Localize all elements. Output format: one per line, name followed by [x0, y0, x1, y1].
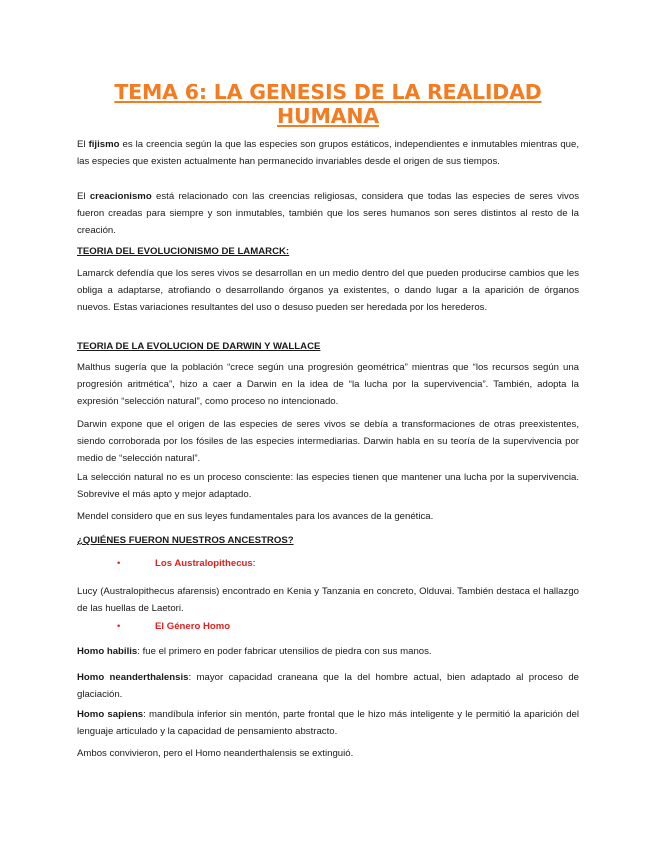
creacionismo-pre: El	[77, 191, 90, 202]
fijismo-pre: El	[77, 139, 89, 150]
darwin-paragraph-1: Malthus sugería que la población “crece según una progresión geométrica” mientras que “los recursos según una progresión aritmética”, hizo a caer a Darwin en la idea de “la lucha por la supervivencia”. También, adopta la expresión “selección natural”, como proceso no intencionado.	[77, 362, 579, 407]
ancestros-heading: ¿QUIÉNES FUERON NUESTROS ANCESTROS?	[77, 535, 294, 546]
sapiens-text: : mandíbula inferior sin mentón, parte frontal que le hizo más inteligente y le permitió la aparición del lenguaje articulado y la capacidad de pensamiento abstracto.	[77, 709, 579, 737]
creacionismo-term: creacionismo	[89, 191, 152, 202]
sapiens-term: Homo sapiens	[77, 709, 144, 720]
bullet-icon: •	[117, 621, 121, 632]
fijismo-term: fijismo	[88, 139, 120, 150]
bullet-genero-homo: El Género Homo	[155, 621, 231, 632]
habilis-text: : fue el primero en poder fabricar utensilios de piedra con sus manos.	[137, 646, 432, 657]
bullet-colon: :	[252, 558, 256, 569]
darwin-paragraph-3: La selección natural no es un proceso consciente: las especies tienen que mantener una lucha por la supervivencia. Sobrevive el más apto y mejor adaptado.	[77, 472, 579, 500]
lamarck-paragraph: Lamarck defendía que los seres vivos se desarrollan en un medio dentro del que pueden producirse cambios que les obliga a adaptarse, atrofiando o desarrollando órganos ya existentes, o dando lugar a la aparición de órganos nuevos. Estas variaciones resultantes del uso o desuso pueden ser heredada por los herederos.	[77, 268, 579, 313]
creacionismo-text: está relacionado con las creencias religiosas, considera que todas las especies de seres vivos fueron creadas para siempre y son inmutables, también que los seres humanos son seres distintos al resto de la creación.	[77, 191, 579, 236]
bullet-australopithecus-label: Los Australopithecus	[155, 558, 253, 569]
bullet-icon: •	[117, 558, 121, 569]
creacionismo-paragraph	[77, 188, 579, 239]
sapiens-paragraph	[77, 706, 579, 740]
mendel-paragraph: Mendel considero que en sus leyes fundamentales para los avances de la genética.	[77, 511, 434, 522]
habilis-paragraph	[77, 643, 579, 660]
fijismo-text: es la creencia según la que las especies son grupos estáticos, independientes e inmutables mientras que, las especies que existen actualmente han permanecido invariables desde el origen de sus tiempos.	[77, 139, 579, 167]
closing-paragraph: Ambos convivieron, pero el Homo neanderthalensis se extinguió.	[77, 748, 354, 759]
fijismo-paragraph	[77, 136, 579, 170]
neanderthalensis-term: Homo neanderthalensis	[77, 672, 189, 683]
habilis-term: Homo habilis	[77, 646, 138, 657]
bullet-australopithecus	[155, 558, 255, 569]
lucy-paragraph: Lucy (Australopithecus afarensis) encontrado en Kenia y Tanzania en concreto, Olduvai. También destaca el hallazgo de las huellas de Laetori.	[77, 586, 579, 614]
page-title: TEMA 6: LA GENESIS DE LA REALIDAD HUMANA	[114, 80, 542, 128]
neanderthalensis-text: : mayor capacidad craneana que la del hombre actual, bien adaptado al proceso de glaciación.	[77, 672, 579, 700]
darwin-heading: TEORIA DE LA EVOLUCION DE DARWIN Y WALLACE	[77, 341, 321, 352]
neanderthalensis-paragraph	[77, 669, 579, 703]
lamarck-heading: TEORIA DEL EVOLUCIONISMO DE LAMARCK:	[77, 246, 290, 257]
darwin-paragraph-2: Darwin expone que el origen de las especies de seres vivos se debía a transformaciones de otras preexistentes, siendo corroborada por los fósiles de las especies intermediarias. Darwin habla en su teoría de la supervivencia por medio de “selección natural”.	[77, 419, 579, 464]
